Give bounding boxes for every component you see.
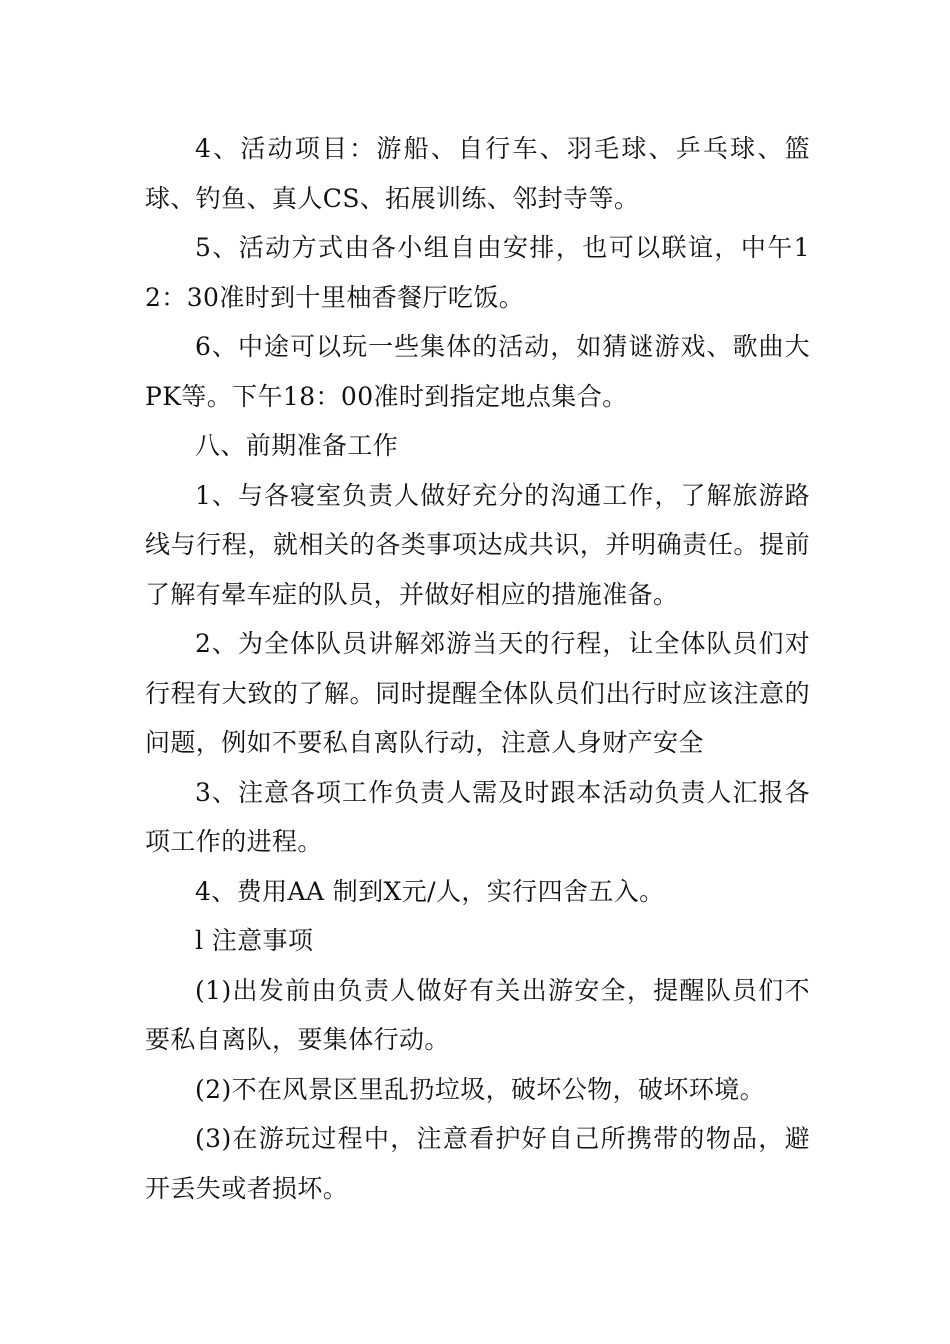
section-heading-notes: l 注意事项 (195, 926, 314, 955)
paragraph-activity-items: 4、活动项目：游船、自行车、羽毛球、乒乓球、篮球、钓鱼、真人CS、拓展训练、邻封寺等。 (145, 134, 810, 213)
paragraph-activity-method: 5、活动方式由各小组自由安排，也可以联谊，中午12：30准时到十里柚香餐厅吃饭。 (145, 233, 810, 312)
paragraph-note-2: (2)不在风景区里乱扔垃圾，破坏公物，破坏环境。 (195, 1074, 766, 1104)
paragraph-group-activities: 6、中途可以玩一些集体的活动，如猜谜游戏、歌曲大PK等。下午18：00准时到指定地点集合。 (145, 332, 810, 411)
paragraph-prep-communication: 1、与各寝室负责人做好充分的沟通工作，了解旅游路线与行程，就相关的各类事项达成共识，并明确责任。提前了解有晕车症的队员，并做好相应的措施准备。 (145, 480, 810, 609)
paragraph-note-3: (3)在游玩过程中，注意看护好自己所携带的物品，避开丢失或者损坏。 (145, 1124, 810, 1203)
paragraph-prep-reporting: 3、注意各项工作负责人需及时跟本活动负责人汇报各项工作的进程。 (145, 777, 810, 856)
paragraph-prep-cost: 4、费用AA 制到X元/人，实行四舍五入。 (195, 876, 665, 906)
paragraph-note-1: (1)出发前由负责人做好有关出游安全，提醒队员们不要私自离队，要集体行动。 (145, 975, 810, 1054)
document-body (145, 124, 810, 1213)
paragraph-prep-briefing: 2、为全体队员讲解郊游当天的行程，让全体队员们对行程有大致的了解。同时提醒全体队员们出行时应该注意的问题，例如不要私自离队行动，注意人身财产安全 (145, 629, 810, 757)
section-heading-preparation: 八、前期准备工作 (195, 431, 399, 460)
